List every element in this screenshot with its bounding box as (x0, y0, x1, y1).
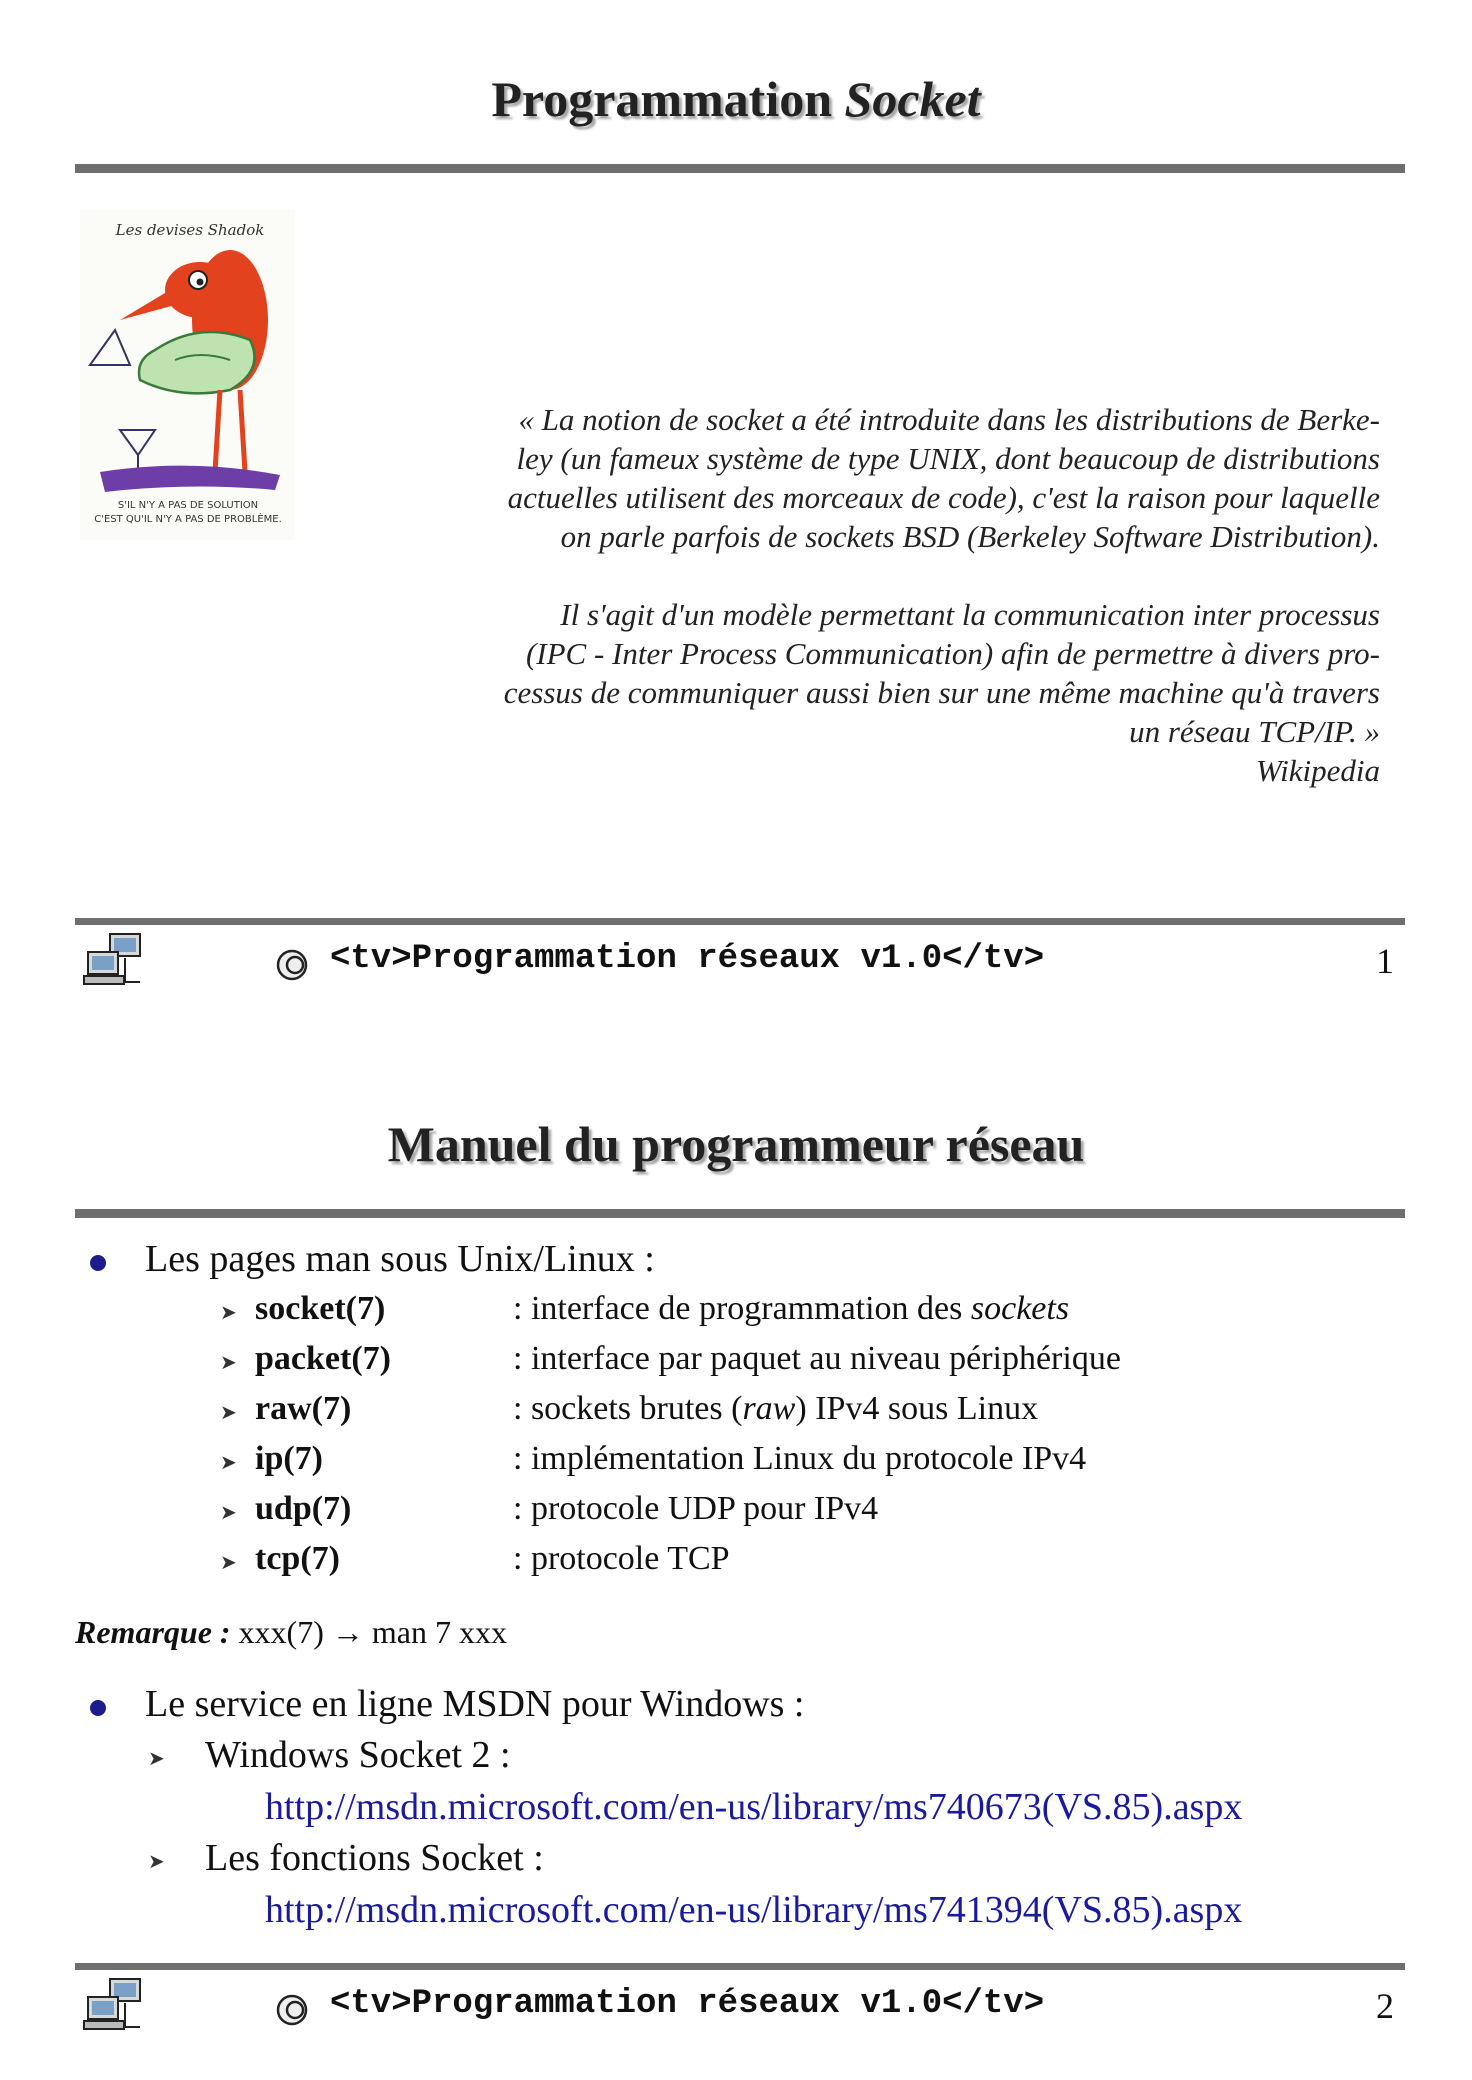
globe-icon (275, 948, 309, 982)
slide2-title: Manuel du programmeur réseau (387, 1116, 1085, 1172)
arrow-bullet-icon: ➤ (220, 1352, 237, 1374)
bullet-man-pages: Les pages man sous Unix/Linux : (145, 1238, 655, 1280)
shadok-cartoon-image (80, 210, 295, 540)
slide1-footer-text: <tv>Programmation réseaux v1.0</tv> (330, 940, 1045, 978)
slide1-title: Programmation Socket (491, 71, 981, 127)
arrow-bullet-icon: ➤ (220, 1302, 237, 1324)
list-item: ➤ udp(7) : protocole UDP pour IPv4 (220, 1490, 879, 1527)
list-item: ➤ socket(7) : interface de programmation des sockets (220, 1290, 1070, 1327)
computer-icon (80, 1977, 150, 2037)
globe-icon (275, 1993, 309, 2027)
arrow-bullet-icon: ➤ (220, 1452, 237, 1474)
remark-text: xxx(7) → man 7 xxx (230, 1614, 507, 1650)
list-item: ➤ tcp(7) : protocole TCP (220, 1540, 730, 1577)
slide1-header-rule (75, 164, 1405, 173)
cartoon-caption-bottom-2: C'EST QU'IL N'Y A PAS DE PROBLÈME. (94, 514, 282, 525)
link-windows-socket-2[interactable]: http://msdn.microsoft.com/en-us/library/ms740673(VS.85).aspx (265, 1786, 1243, 1828)
cartoon-caption-bottom-1: S'IL N'Y A PAS DE SOLUTION (117, 500, 259, 511)
slide1-footer-rule (75, 918, 1405, 925)
bullet-msdn: Le service en ligne MSDN pour Windows : (145, 1683, 805, 1725)
slide1-page-number: 1 (1376, 941, 1394, 981)
cartoon-caption-top: Les devises Shadok (115, 221, 265, 239)
sub-item-socket-functions: Les fonctions Socket : (205, 1837, 544, 1879)
list-item: ➤ packet(7) : interface par paquet au niveau périphérique (220, 1340, 1121, 1377)
arrow-bullet-icon: ➤ (148, 1851, 165, 1873)
sub-item-windows-socket: Windows Socket 2 : (205, 1734, 511, 1776)
computer-icon (80, 932, 150, 992)
bullet-dot (90, 1700, 106, 1716)
arrow-bullet-icon: ➤ (220, 1552, 237, 1574)
shadok-illustration (80, 210, 295, 540)
slide2-footer-rule (75, 1963, 1405, 1970)
slide2-header-rule (75, 1209, 1405, 1218)
bullet-dot (90, 1255, 106, 1271)
quote-paragraph-1: « La notion de socket a été introduite dans les distributions de Berke- ley (un fameux système de type UNIX, dont beaucoup de distributions actuelles utilisent des morceaux de code), c'est la raison pour laquelle on parle parfois de sockets BSD (Berkeley Software Distribution). (507, 402, 1380, 554)
link-socket-functions[interactable]: http://msdn.microsoft.com/en-us/library/ms741394(VS.85).aspx (265, 1889, 1243, 1931)
remark-note (75, 1614, 507, 1651)
list-item: ➤ ip(7) : implémentation Linux du protocole IPv4 (220, 1440, 1087, 1477)
arrow-bullet-icon: ➤ (220, 1402, 237, 1424)
remark-label: Remarque : (75, 1614, 231, 1650)
slide2-page-number: 2 (1376, 1986, 1394, 2026)
slide2-footer-text: <tv>Programmation réseaux v1.0</tv> (330, 1985, 1045, 2023)
list-item: ➤ raw(7) : sockets brutes (raw) IPv4 sous Linux (220, 1390, 1039, 1427)
arrow-bullet-icon: ➤ (220, 1502, 237, 1524)
arrow-bullet-icon: ➤ (148, 1748, 165, 1770)
quote-paragraph-2: Il s'agit d'un modèle permettant la communication inter processus (IPC - Inter Process Communication) afin de permettre à divers pro- cessus de communiquer aussi bien sur une même machine qu'à travers un réseau TCP/IP. » Wikipedia (503, 597, 1380, 788)
quote-source: Wikipedia (1256, 753, 1380, 788)
wikipedia-quote (380, 400, 1380, 829)
